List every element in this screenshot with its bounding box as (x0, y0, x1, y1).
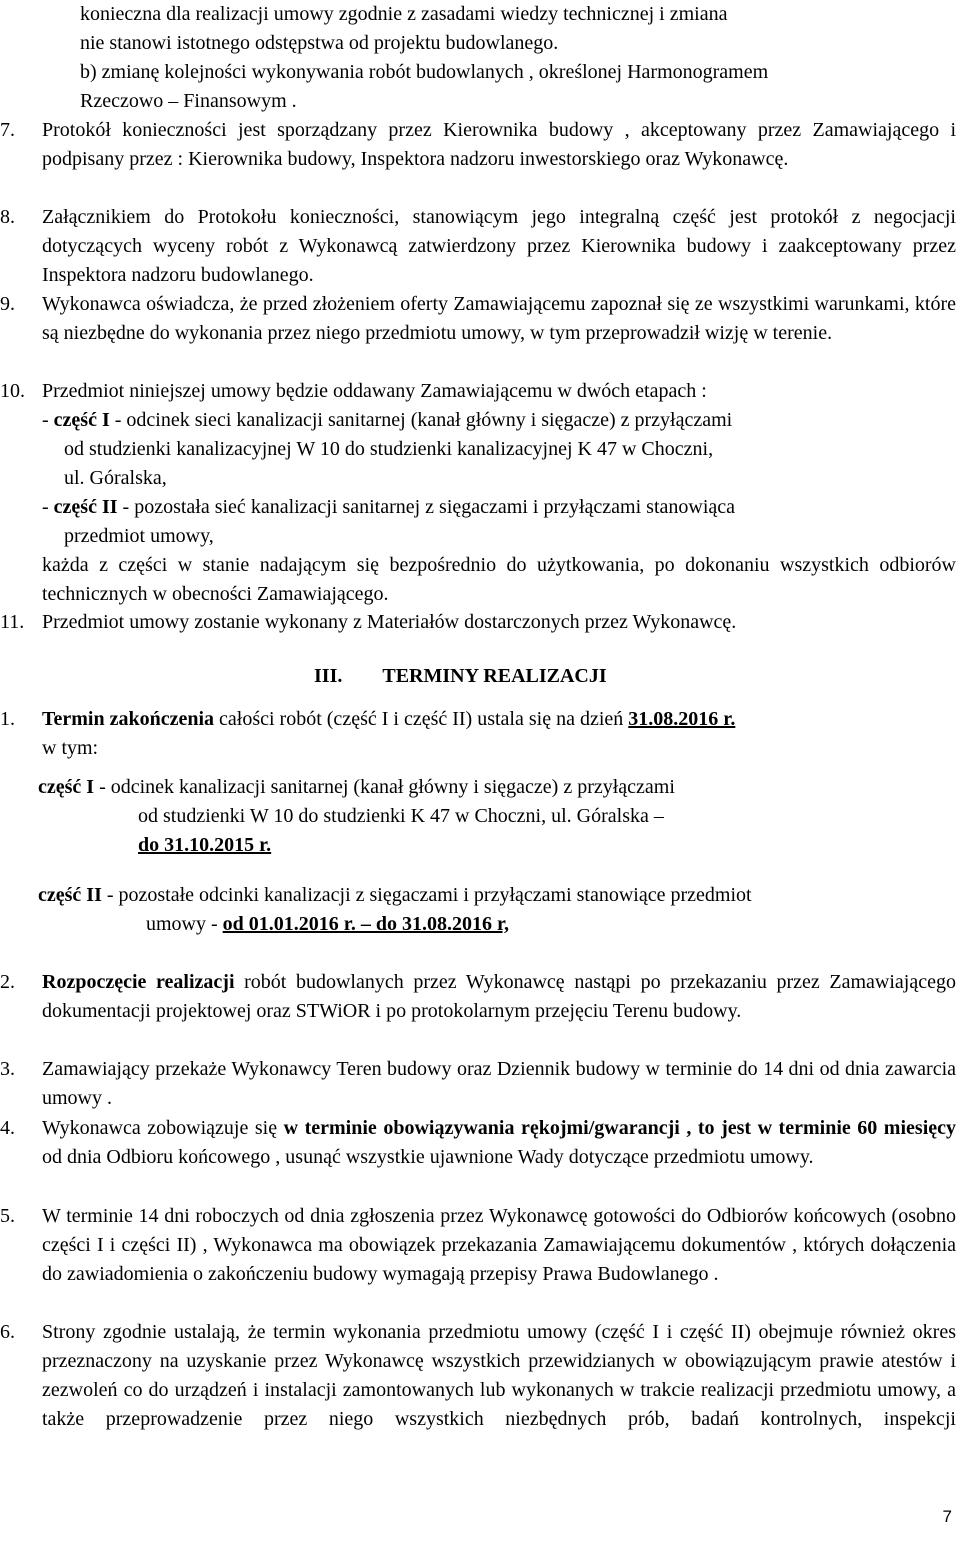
term-1-line-1 (42, 705, 956, 734)
clause-10-line-1: Przedmiot niniejszej umowy będzie oddawany Zamawiającemu w dwóch etapach : (42, 380, 707, 402)
part-1-deadline: do 31.10.2015 r. (138, 834, 272, 856)
clause-10-each: każda z części w stanie nadającym się bezpośrednio do użytkowania, po dokonaniu wszystkich odbiorów technicznych w obecności Zamawiającego. (42, 554, 956, 605)
part-2-label: część II (38, 884, 102, 906)
term-4-text-a: Wykonawca zobowiązuje się (42, 1117, 284, 1139)
part-1-label: część I (38, 776, 95, 798)
term-1-part-2 (38, 881, 952, 939)
clause-text: Protokół konieczności jest sporządzany przez Kierownika budowy , akceptowany przez Zamawiającego i podpisany przez : Kierownika budowy, Inspektora nadzoru inwestorskiego oraz Wykonawcę. (42, 119, 956, 170)
clause-number: 5. (0, 1205, 15, 1227)
term-1-label: Termin zakończenia (42, 708, 215, 730)
dash: - (42, 409, 54, 431)
part-2-line-2: przedmiot umowy, (64, 525, 214, 547)
clause-9 (0, 290, 956, 348)
intro-line-1: konieczna dla realizacji umowy zgodnie z zasadami wiedzy technicznej i zmiana (80, 3, 728, 25)
part-1-line-2: od studzienki W 10 do studzienki K 47 w Choczni, ul. Góralska – (138, 805, 664, 827)
term-2-label: Rozpoczęcie realizacji (42, 971, 235, 993)
part-2-text: - pozostała sieć kanalizacji sanitarnej z sięgaczami i przyłączami stanowiąca (117, 496, 736, 518)
clause-text: W terminie 14 dni roboczych od dnia zgłoszenia przez Wykonawcę gotowości do Odbiorów końcowych (osobno części I i części II) , Wykonawca ma obowiązek przekazania Zamawiającemu dokumentów , których dołączenia do zawiadomienia o zakończeniu budowy wymagają przepisy Prawa Budowlanego . (42, 1205, 956, 1285)
term-1-part-1 (38, 773, 952, 860)
clause-number: 9. (0, 293, 15, 315)
clause-10-part-1 (42, 406, 956, 435)
item-b-line-2: Rzeczowo – Finansowym . (80, 90, 297, 112)
clause-11 (0, 608, 956, 637)
term-4 (0, 1114, 956, 1172)
part-1-line-3: ul. Góralska, (64, 467, 167, 489)
section-title: TERMINY REALIZACJI (382, 665, 607, 687)
part-2-deadline: od 01.01.2016 r. – do 31.08.2016 r, (222, 913, 509, 935)
part-2-line-2: umowy - (146, 913, 223, 935)
item-b (80, 58, 956, 116)
clause-number: 8. (0, 206, 15, 228)
dash: - (42, 496, 54, 518)
clause-number: 6. (0, 1321, 15, 1343)
clause-8 (0, 203, 956, 290)
clause-number: 1. (0, 708, 15, 730)
part-1-label: część I (53, 409, 110, 431)
term-3 (0, 1055, 956, 1113)
clause-number: 11. (0, 611, 25, 633)
clause-number: 4. (0, 1117, 15, 1139)
intro-paragraph (80, 0, 956, 58)
clause-number: 3. (0, 1058, 15, 1080)
part-2-text: - pozostałe odcinki kanalizacji z sięgaczami i przyłączami stanowiące przedmiot (101, 884, 752, 906)
clause-text: Zamawiający przekaże Wykonawcy Teren budowy oraz Dziennik budowy w terminie do 14 dni od dnia zawarcia umowy . (42, 1058, 956, 1109)
part-1-text: - odcinek sieci kanalizacji sanitarnej (kanał główny i sięgacze) z przyłączami (109, 409, 733, 431)
clause-text: Załącznikiem do Protokołu konieczności, stanowiącym jego integralną część jest protokół z negocjacji dotyczących wyceny robót z Wykonawcą zatwierdzony przez Kierownika budowy i zaakceptowany przez Inspektora nadzoru budowlanego. (42, 206, 956, 286)
section-heading (314, 662, 607, 691)
intro-line-2: nie stanowi istotnego odstępstwa od projektu budowlanego. (80, 32, 559, 54)
clause-number: 2. (0, 971, 15, 993)
item-b-line-1: b) zmianę kolejności wykonywania robót budowlanych , określonej Harmonogramem (80, 61, 769, 83)
section-number: III. (314, 665, 343, 687)
clause-7 (0, 116, 956, 174)
clause-text: Strony zgodnie ustalają, że termin wykonania przedmiotu umowy (część I i część II) obejmuje również okres przeznaczony na uzyskanie przez Wykonawcę wszystkich przewidzianych w obowiązującym prawie atestów i zezwoleń co do urządzeń i instalacji zamontowanych lub wykonanych w trakcie realizacji przedmiotu umowy, a także przeprowadzenie przez niego wszystkich niezbędnych prób, badań kontrolnych, inspekcji (42, 1321, 956, 1430)
term-4-text-b: od dnia Odbioru końcowego , usunąć wszystkie ujawnione Wady dotyczące przedmiotu umowy. (42, 1146, 814, 1168)
term-1-date: 31.08.2016 r. (628, 708, 736, 730)
part-1-text: - odcinek kanalizacji sanitarnej (kanał główny i sięgacze) z przyłączami (94, 776, 675, 798)
clause-number: 7. (0, 119, 15, 141)
term-4-warranty: w terminie obowiązywania rękojmi/gwarancji , to jest w terminie 60 miesięcy (283, 1117, 956, 1139)
part-2-label: część II (53, 496, 118, 518)
term-1 (0, 705, 956, 763)
term-1-text: całości robót (część I i część II) ustala się na dzień (214, 708, 629, 730)
term-5 (0, 1202, 956, 1289)
clause-number: 10. (0, 380, 25, 402)
clause-text: Wykonawca oświadcza, że przed złożeniem oferty Zamawiającemu zapoznał się ze wszystkimi warunkami, które są niezbędne do wykonania przez niego przedmiotu umowy, w tym przeprowadził wizję w terenie. (42, 293, 956, 344)
page-number: 7 (942, 1507, 952, 1526)
term-6 (0, 1318, 956, 1434)
term-2-text: robót budowlanych przez Wykonawcę nastąpi po przekazaniu przez Zamawiającego dokumentacji projektowej oraz STWiOR i po protokolarnym przejęciu Terenu budowy. (42, 971, 956, 1022)
clause-10-part-2 (42, 493, 956, 522)
clause-text: Przedmiot umowy zostanie wykonany z Materiałów dostarczonych przez Wykonawcę. (42, 611, 737, 633)
term-1-line-2: w tym: (42, 737, 99, 759)
clause-10 (0, 377, 956, 609)
part-1-line-2: od studzienki kanalizacyjnej W 10 do studzienki kanalizacyjnej K 47 w Choczni, (64, 438, 714, 460)
term-2 (0, 968, 956, 1026)
